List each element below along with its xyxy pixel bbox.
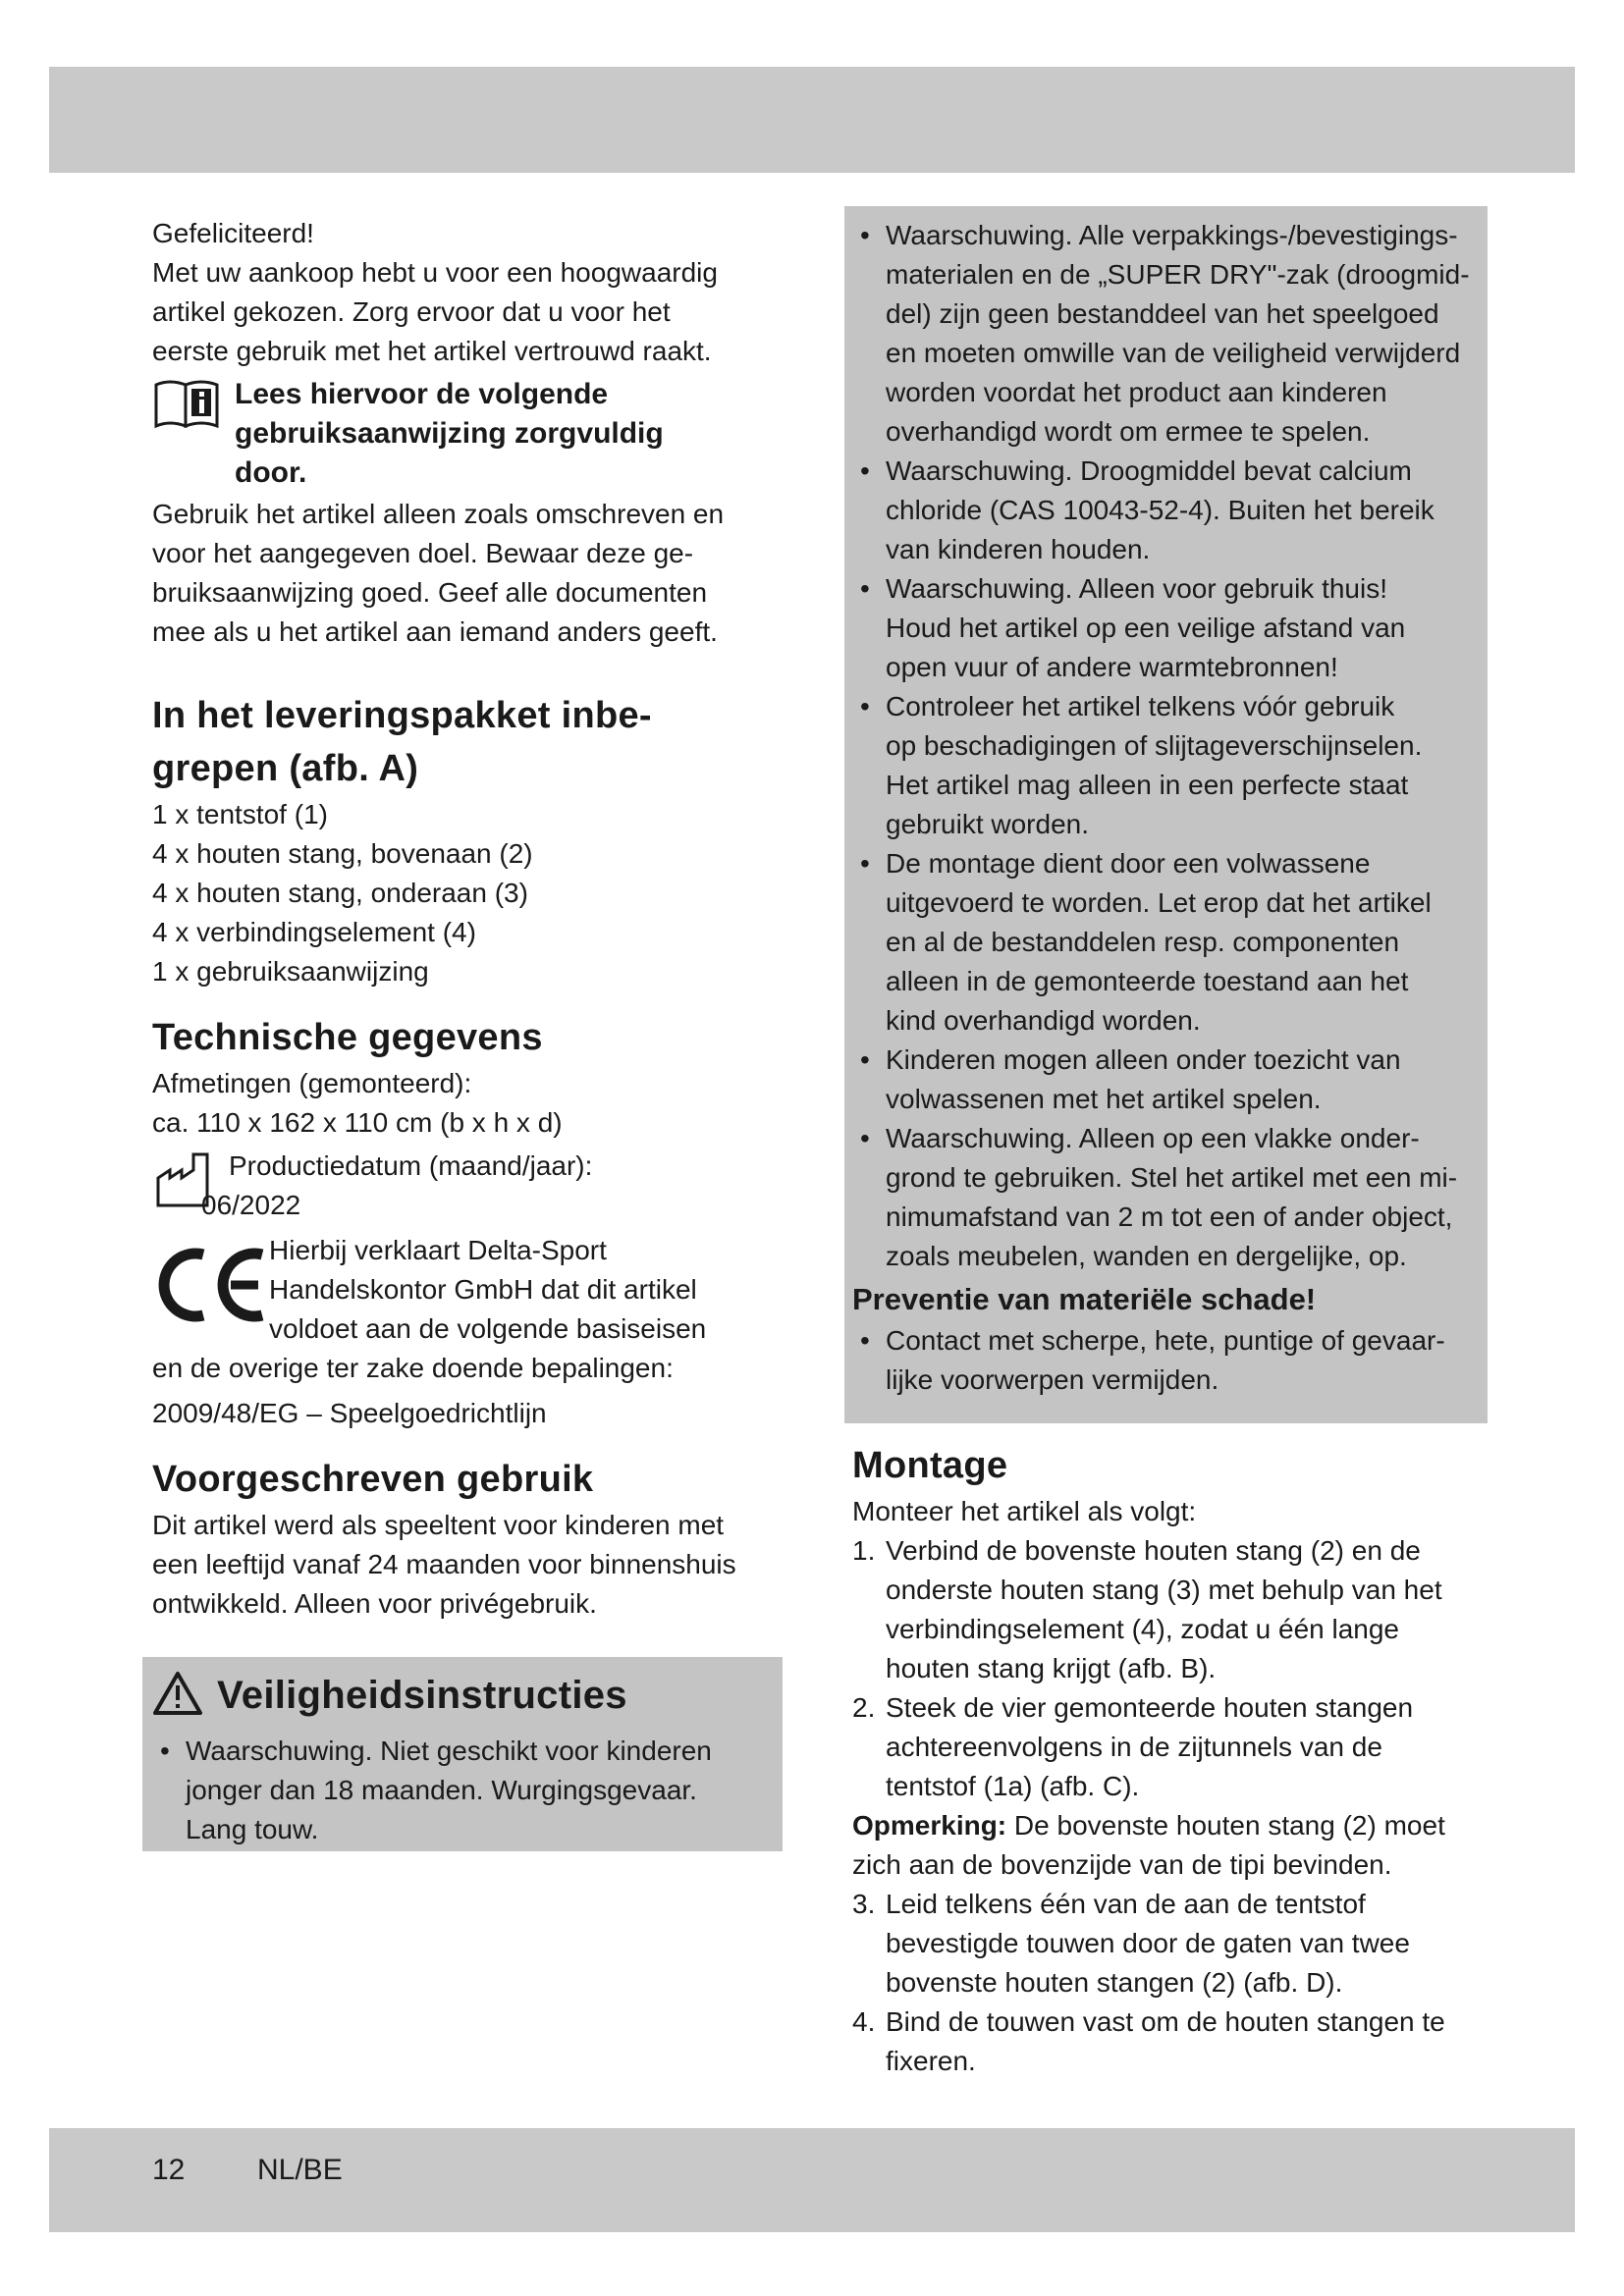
- assembly-intro: Monteer het artikel als volgt:: [852, 1496, 1197, 1526]
- damage-heading: Preventie van materiële schade!: [852, 1282, 1317, 1316]
- list-item: • De montage dient door een volwassene uitgevoerd te worden. Let erop dat het artikel en al de bestanddelen resp. componenten alleen in de gemonteerde toestand aan het kind overhandigd worden.: [852, 844, 1490, 1041]
- warning-triangle-icon: [152, 1671, 203, 1721]
- delivery-item: 1 x gebruiksaanwijzing: [152, 956, 429, 987]
- dimensions-label: Afmetingen (gemonteerd):: [152, 1068, 472, 1098]
- warnings-section: [852, 216, 1490, 1400]
- note-label: Opmerking:: [852, 1810, 1007, 1841]
- ce-line: Handelskontor GmbH dat dit artikel: [269, 1274, 697, 1305]
- list-item: 4. Bind de touwen vast om de houten stangen te fixeren.: [852, 2006, 1445, 2076]
- delivery-heading: In het leveringspakket inbe-: [152, 695, 652, 736]
- ce-line: voldoet aan de volgende basiseisen: [269, 1313, 707, 1344]
- list-item: • Waarschuwing. Alleen op een vlakke onder- grond te gebruiken. Stel het artikel met een mi- nimumafstand van 2 m tot een of ander object, zoals meubelen, wanden en dergelijke, op.: [852, 1119, 1490, 1276]
- safety-list: [152, 1732, 771, 1849]
- intended-use-line: Dit artikel werd als speeltent voor kinderen met: [152, 1510, 725, 1540]
- damage-list: [852, 1321, 1490, 1400]
- greeting: Gefeliciteerd!: [152, 218, 314, 248]
- locale-label: NL/BE: [257, 2154, 343, 2186]
- list-item: • Kinderen mogen alleen onder toezicht van volwassenen met het artikel spelen.: [852, 1041, 1490, 1119]
- list-item: • Controleer het artikel telkens vóór gebruik op beschadigingen of slijtageverschijnselen. Het artikel mag alleen in een perfecte staat gebruikt worden.: [852, 687, 1490, 844]
- delivery-item: 1 x tentstof (1): [152, 799, 328, 829]
- list-item: 2. Steek de vier gemonteerde houten stangen achtereenvolgens in de zijtunnels van de tentstof (1a) (afb. C).: [852, 1692, 1414, 1801]
- book-info-icon: [152, 377, 223, 437]
- usage-line: Gebruik het artikel alleen zoals omschreven en: [152, 499, 725, 529]
- ce-continuation: en de overige ter zake doende bepalingen:: [152, 1353, 674, 1383]
- delivery-item: 4 x verbindingselement (4): [152, 917, 476, 947]
- delivery-item: 4 x houten stang, onderaan (3): [152, 878, 528, 908]
- ce-mark-icon: [152, 1241, 285, 1334]
- intended-use-heading: Voorgeschreven gebruik: [152, 1459, 594, 1500]
- assembly-steps: [852, 1531, 1490, 1806]
- list-item: 3. Leid telkens één van de aan de tentstof bevestigde touwen door de gaten van twee bovenste houten stangen (2) (afb. D).: [852, 1889, 1410, 1998]
- list-item: • Waarschuwing. Droogmiddel bevat calcium chloride (CAS 10043-52-4). Buiten het bereik van kinderen houden.: [852, 452, 1490, 569]
- production-label: Productiedatum (maand/jaar):: [229, 1150, 593, 1181]
- list-item: • Waarschuwing. Alleen voor gebruik thuis! Houd het artikel op een veilige afstand van open vuur of andere warmtebronnen!: [852, 569, 1490, 687]
- intended-use-line: ontwikkeld. Alleen voor privégebruik.: [152, 1588, 597, 1619]
- intro-line: Met uw aankoop hebt u voor een hoogwaardig: [152, 257, 718, 288]
- read-note-line: Lees hiervoor de volgende: [235, 378, 609, 410]
- safety-heading-row: [152, 1669, 771, 1722]
- safety-section: [152, 1669, 771, 1849]
- ce-declaration: [152, 1231, 781, 1349]
- read-note-line: gebruiksaanwijzing zorgvuldig: [235, 417, 664, 450]
- assembly-heading: Montage: [852, 1445, 1008, 1486]
- production-value: 06/2022: [201, 1190, 301, 1220]
- page-number: 12: [152, 2154, 186, 2186]
- ce-line: Hierbij verklaart Delta-Sport: [269, 1235, 607, 1265]
- production-date-row: [152, 1147, 781, 1225]
- list-item: • Waarschuwing. Alle verpakkings-/bevestigings- materialen en de „SUPER DRY"-zak (droogmid- del) zijn geen bestanddeel van het speelgoed en moeten omwille van de veiligheid verwijderd worden voordat het product aan kinderen overhandigd wordt om ermee te spelen.: [852, 216, 1490, 452]
- usage-line: bruiksaanwijzing goed. Geef alle documenten: [152, 577, 708, 608]
- read-note-line: door.: [235, 456, 307, 489]
- read-manual-note: [152, 375, 781, 493]
- usage-line: voor het aangegeven doel. Bewaar deze ge-: [152, 538, 694, 568]
- intro-line: eerste gebruik met het artikel vertrouwd raakt.: [152, 336, 712, 366]
- assembly-steps-continued: [852, 1885, 1490, 2081]
- delivery-heading: grepen (afb. A): [152, 748, 419, 789]
- usage-line: mee als u het artikel aan iemand anders geeft.: [152, 616, 718, 647]
- delivery-item: 4 x houten stang, bovenaan (2): [152, 838, 533, 869]
- list-item: • Waarschuwing. Niet geschikt voor kinderen jonger dan 18 maanden. Wurgingsgevaar. Lang touw.: [152, 1732, 771, 1849]
- header-band: [49, 67, 1575, 173]
- left-column: [152, 214, 781, 1624]
- dimensions-value: ca. 110 x 162 x 110 cm (b x h x d): [152, 1107, 563, 1138]
- warnings-list: [852, 216, 1490, 1276]
- list-item: • Contact met scherpe, hete, puntige of gevaar- lijke voorwerpen vermijden.: [852, 1321, 1490, 1400]
- assembly-note: Opmerking: De bovenste houten stang (2) moet zich aan de bovenzijde van de tipi bevinden.: [852, 1810, 1445, 1880]
- assembly-section: [852, 1439, 1490, 2081]
- intended-use-line: een leeftijd vanaf 24 maanden voor binnenshuis: [152, 1549, 736, 1579]
- directive: 2009/48/EG – Speelgoedrichtlijn: [152, 1398, 547, 1428]
- list-item: 1. Verbind de bovenste houten stang (2) en de onderste houten stang (3) met behulp van het verbindingselement (4), zodat u één lange houten stang krijgt (afb. B).: [852, 1535, 1442, 1683]
- safety-heading: Veiligheidsinstructies: [217, 1674, 627, 1717]
- intro-line: artikel gekozen. Zorg ervoor dat u voor het: [152, 296, 671, 327]
- technical-heading: Technische gegevens: [152, 1017, 543, 1058]
